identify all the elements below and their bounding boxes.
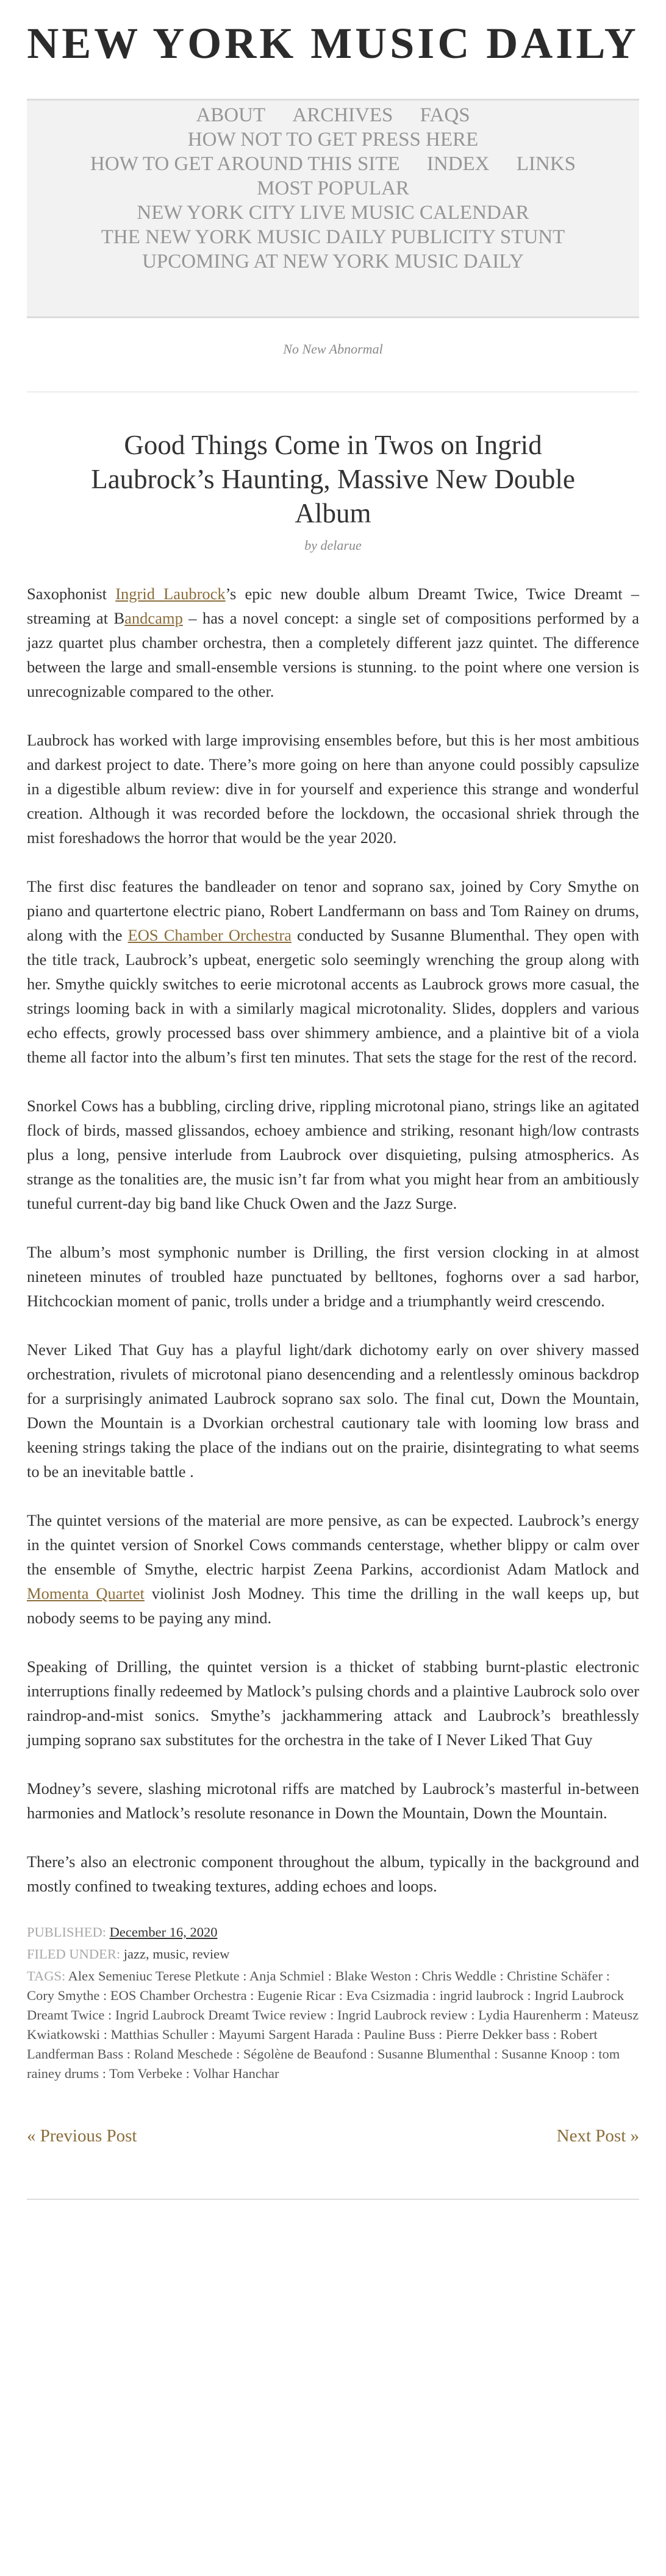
published-row xyxy=(27,1923,639,1942)
post-navigation xyxy=(27,2126,639,2146)
published-date-link[interactable]: December 16, 2020 xyxy=(109,1924,218,1940)
paragraph-text: The first disc features the bandleader on tenor and soprano sax, joined by Cory Smythe on piano and quartertone electric piano, Robert Landfermann on bass and Tom Rainey on drums, along with the xyxy=(27,877,639,945)
paragraph-text: violinist Josh Modney. This time the drilling in the wall keeps up, but nobody seems to be paying any mind. xyxy=(27,1584,639,1628)
paragraph: Never Liked That Guy has a playful light/dark dichotomy early on over shivery massed orchestration, rivulets of microtonal piano desencending and a relentlessly ominous backdrop for a surprisingly animated Laubrock soprano sax solo. The final cut, Down the Mountain, Down the Mountain is a Dvorkian orchestral cautionary tale with looming low brass and keening strings taking the place of the indians out on the prairie, disintegrating to what seems to be an inevitable battle . xyxy=(27,1340,639,1481)
paragraph: Snorkel Cows has a bubbling, circling drive, rippling microtonal piano, strings like an agitated flock of birds, massed glissandos, echoey ambience and striking, resonant high/low contrasts plus a long, pensive interlude from Laubrock over disquieting, pulsing atmospherics. As strange as the tonalities are, the music isn’t far from what you might hear from an ambitiously tuneful current-day big band like Chuck Owen and the Jazz Surge. xyxy=(27,1097,639,1213)
nav-row xyxy=(27,152,639,176)
paragraph xyxy=(27,1508,639,1630)
paragraph xyxy=(27,582,639,703)
header-divider xyxy=(27,391,639,393)
next-post-link[interactable]: Next Post » xyxy=(556,2126,639,2146)
eos-chamber-orchestra-link[interactable]: EOS Chamber Orchestra xyxy=(127,926,292,945)
footer-divider xyxy=(27,2199,639,2200)
nav-row xyxy=(27,249,639,274)
nav-item-most-popular[interactable]: MOST POPULAR xyxy=(257,177,409,200)
nav-row xyxy=(27,225,639,249)
nav-row xyxy=(27,201,639,225)
nav-item-how-not-to-get-press[interactable]: HOW NOT TO GET PRESS HERE xyxy=(187,129,479,151)
filed-under-label: FILED UNDER: xyxy=(27,1946,121,1962)
paragraph xyxy=(27,874,639,1069)
previous-post-link[interactable]: « Previous Post xyxy=(27,2126,137,2146)
nav-item-live-music-calendar[interactable]: NEW YORK CITY LIVE MUSIC CALENDAR xyxy=(137,202,529,224)
post-content xyxy=(27,582,639,1898)
main-navigation xyxy=(27,99,639,318)
momenta-quartet-link[interactable]: Momenta Quartet xyxy=(27,1584,145,1603)
nav-row xyxy=(27,176,639,201)
paragraph-text: The quintet versions of the material are more pensive, as can be expected. Laubrock’s energy in the quintet version of Snorkel Cows commands centerstage, whether blippy or calm over the ensemble of Smythe, electric harpist Zeena Parkins, accordionist Adam Matlock and xyxy=(27,1511,639,1579)
filed-under-row xyxy=(27,1944,639,1964)
nav-item-how-to-get-around[interactable]: HOW TO GET AROUND THIS SITE xyxy=(90,153,400,176)
paragraph-text: ’s epic new double album Dreamt Twice, Twice Dreamt – streaming at B xyxy=(27,585,639,628)
nav-item-archives[interactable]: ARCHIVES xyxy=(292,104,393,127)
nav-item-links[interactable]: LINKS xyxy=(516,153,576,176)
nav-item-upcoming[interactable]: UPCOMING AT NEW YORK MUSIC DAILY xyxy=(142,251,524,273)
paragraph: Laubrock has worked with large improvising ensembles before, but this is her most ambitious and darkest project to date. There’s more going on here than anyone could possibly capsulize in a digestible album review: dive in for yourself and experience this strange and wonderful creation. Although it was recorded before the lockdown, the occasional shriek through the mist foreshadows the horror that would be the year 2020. xyxy=(27,731,639,847)
nav-item-about[interactable]: ABOUT xyxy=(196,104,266,127)
published-label: PUBLISHED: xyxy=(27,1924,107,1940)
post-title: Good Things Come in Twos on Ingrid Laubrock’s Haunting, Massive New Double Album xyxy=(91,430,575,529)
nav-item-index[interactable]: INDEX xyxy=(426,153,490,176)
tags-list[interactable]: Alex Semeniuc Terese Pletkute : Anja Schmiel : Blake Weston : Chris Weddle : Christine Schäfer : Cory Smythe : EOS Chamber Orchestra : Eugenie Ricar : Eva Csizmadia : ingrid laubrock : Ingrid Laubrock Dreamt Twice : Ingrid Laubrock Dreamt Twice review : Ingrid Laubrock review : Lydia Haurenherm : Mateusz Kwiatkowski : Matthias Schuller : Mayumi Sargent Harada : Pauline Buss : Pierre Dekker bass : Robert Landferman Bass : Roland Meschede : Ségolène de Beaufond : Susanne Blumenthal : Susanne Knoop : tom rainey drums : Tom Verbeke : Volhar Hanchar xyxy=(27,1968,639,2082)
paragraph: Speaking of Drilling, the quintet version is a thicket of stabbing burnt-plastic electronic interruptions finally redeemed by Matlock’s pulsing chords and a plaintive Laubrock solo over raindrop-and-mist sonics. Smythe’s jackhammering attack and Laubrock’s breathlessly jumping soprano sax substitutes for the orchestra in the take of I Never Liked That Guy xyxy=(27,1657,639,1749)
site-tagline: No New Abnormal xyxy=(283,341,383,357)
paragraph: There’s also an electronic component throughout the album, typically in the background and mostly confined to tweaking textures, adding echoes and loops. xyxy=(27,1852,639,1896)
tags-row xyxy=(27,1966,639,2083)
paragraph-text: conducted by Susanne Blumenthal. They open with the title track, Laubrock’s upbeat, energetic solo seemingly wrenching the group along with her. Smythe quickly switches to eerie microtonal accents as Laubrock grows more casual, the strings looming back in with a similarly magical microtonality. Slides, dopplers and various echo effects, growly processed bass over shimmery ambience, and a plaintive bit of a viola theme all factor into the album’s first ten minutes. That sets the stage for the rest of the record. xyxy=(27,926,639,1067)
paragraph: Modney’s severe, slashing microtonal riffs are matched by Laubrock’s masterful in-between harmonies and Matlock’s resolute resonance in Down the Mountain, Down the Mountain. xyxy=(27,1779,639,1823)
paragraph: The album’s most symphonic number is Drilling, the first version clocking in at almost nineteen minutes of troubled haze punctuated by belltones, foghorns over a sad harbor, Hitchcockian moment of panic, trolls under a bridge and a triumphantly weird crescendo. xyxy=(27,1243,639,1311)
post-meta xyxy=(27,1923,639,2083)
tags-label: TAGS: xyxy=(27,1968,66,1984)
nav-row xyxy=(27,103,639,127)
site-title[interactable]: NEW YORK MUSIC DAILY xyxy=(27,19,639,68)
categories-list[interactable]: jazz, music, review xyxy=(123,1946,230,1962)
nav-item-faqs[interactable]: FAQS xyxy=(420,104,470,127)
paragraph-text: – has a novel concept: a single set of compositions performed by a jazz quartet plus chamber orchestra, then a completely different jazz quintet. The difference between the large and small-ensemble versions is stunning. to the point where one version is unrecognizable compared to the other. xyxy=(27,609,639,701)
ingrid-laubrock-link[interactable]: Ingrid Laubrock xyxy=(115,585,226,603)
nav-row xyxy=(27,127,639,152)
paragraph-text: Saxophonist xyxy=(27,585,116,603)
nav-item-publicity-stunt[interactable]: THE NEW YORK MUSIC DAILY PUBLICITY STUNT xyxy=(101,226,565,249)
post-byline: by delarue xyxy=(304,538,362,553)
bandcamp-link[interactable]: andcamp xyxy=(124,609,183,628)
